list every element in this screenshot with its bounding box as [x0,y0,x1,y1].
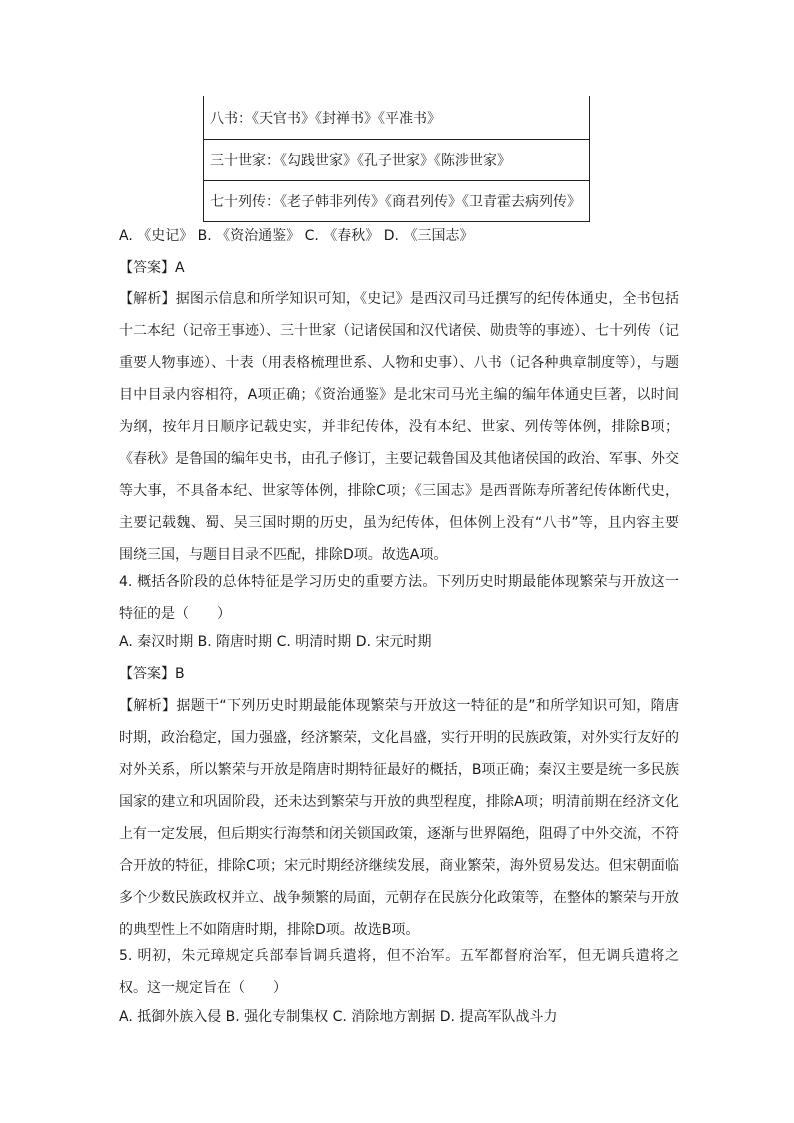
q4-answer: 【答案】B [119,666,185,682]
table-cell-bashu: 八书：《天官书》《封禅书》《平准书》 [204,96,590,140]
q4-stem: 4. 概括各阶段的总体特征是学习历史的重要方法。下列历史时期最能体现繁荣与开放这一特征的是（ ） [119,574,679,622]
table-cell-liezhuan: 七十列传：《老子韩非列传》《商君列传》《卫青霍去病列传》 [204,181,590,222]
table-row [204,140,590,181]
q3-answer: 【答案】A [119,260,185,276]
shiji-contents-table [203,96,590,222]
table-row [204,181,590,222]
table-cell-shijia: 三十世家：《勾践世家》《孔子世家》《陈涉世家》 [204,140,590,181]
q5-options: A. 抵御外族入侵 B. 强化专制集权 C. 消除地方割据 D. 提高军队战斗力 [119,1009,558,1025]
q5-stem: 5. 明初，朱元璋规定兵部奉旨调兵遣将，但不治军。五军都督府治军，但无调兵遣将之权。这一规定旨在（ ） [119,948,679,996]
table-row [204,96,590,140]
q4-options: A. 秦汉时期 B. 隋唐时期 C. 明清时期 D. 宋元时期 [119,634,432,650]
q4-analysis: 【解析】据题干“下列历史时期最能体现繁荣与开放这一特征的是”和所学知识可知，隋唐时期，政治稳定，国力强盛，经济繁荣，文化昌盛，实行开明的民族政策，对外实行友好的对外关系，所以繁荣与开放是隋唐时期特征最好的概括，B项正确；秦汉主要是统一多民族国家的建立和巩固阶段，还未达到繁荣与开放的典型程度，排除A项；明清前期在经济文化上有一定发展，但后期实行海禁和闭关锁国政策，逐渐与世界隔绝，阻碍了中外交流，不符合开放的特征，排除C项；宋元时期经济继续发展，商业繁荣，海外贸易发达。但宋朝面临多个少数民族政权并立、战争频繁的局面，元朝存在民族分化政策等，在整体的繁荣与开放的典型性上不如隋唐时期，排除D项。故选B项。 [119,698,679,938]
q3-options: A. 《史记》 B. 《资治通鉴》 C. 《春秋》 D. 《三国志》 [119,228,474,244]
q3-analysis: 【解析】据图示信息和所学知识可知，《史记》是西汉司马迁撰写的纪传体通史，全书包括十二本纪（记帝王事迹）、三十世家（记诸侯国和汉代诸侯、勋贵等的事迹）、七十列传（记重要人物事迹）、十表（用表格梳理世系、人物和史事）、八书（记各种典章制度等），与题目中目录内容相符，A项正确；《资治通鉴》是北宋司马光主编的编年体通史巨著，以时间为纲，按年月日顺序记载史实，并非纪传体，没有本纪、世家、列传等体例，排除B项；《春秋》是鲁国的编年史书，由孔子修订，主要记载鲁国及其他诸侯国的政治、军事、外交等大事，不具备本纪、世家等体例，排除C项；《三国志》是西晋陈寿所著纪传体断代史，主要记载魏、蜀、吴三国时期的历史，虽为纪传体，但体例上没有“八书”等，且内容主要围绕三国，与题目目录不匹配，排除D项。故选A项。 [119,291,679,563]
